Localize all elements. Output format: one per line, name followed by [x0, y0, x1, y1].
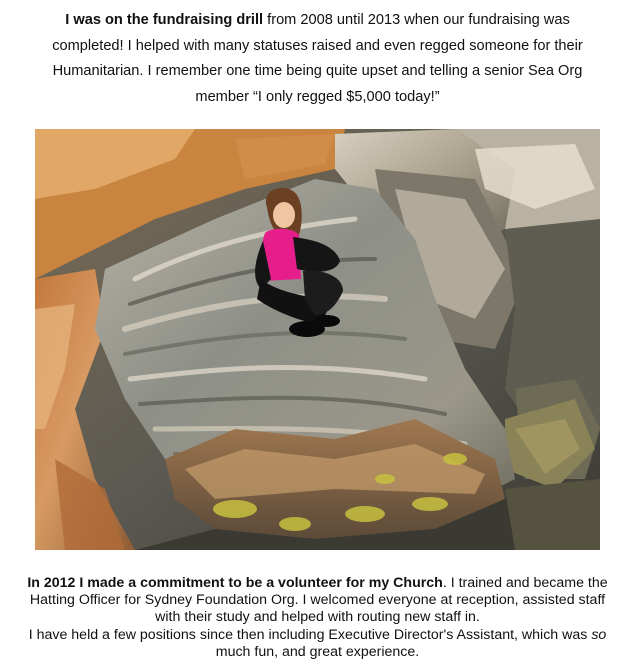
rock-photo	[35, 129, 600, 550]
intro-bold-lead: I was on the fundraising drill	[65, 12, 264, 28]
intro-text: from 2008 until 2013 when our fundraising was completed! I helped with many statuses raised and even regged someone for their Humanitarian. I remember one time being quite upset and telling a senior Sea Org member “I only regged $5,000 today!”	[52, 12, 583, 105]
outro-text-line1: . I trained and became the Hatting Officer for Sydney Foundation Org. I welcomed everyone at reception, assisted staff with their study and helped with routing new staff in.	[29, 575, 608, 626]
outro-text-line2a: I have held a few positions since then including Executive Director's Assistant, which was	[28, 626, 592, 643]
outro-text-line2b: much fun, and great experience.	[215, 643, 420, 660]
outro-bold-lead: In 2012 I made a commitment to be a volunteer for my Church	[27, 575, 443, 591]
outro-emphasis: so	[591, 626, 607, 643]
outro-paragraph	[20, 575, 615, 661]
intro-paragraph	[30, 8, 605, 110]
